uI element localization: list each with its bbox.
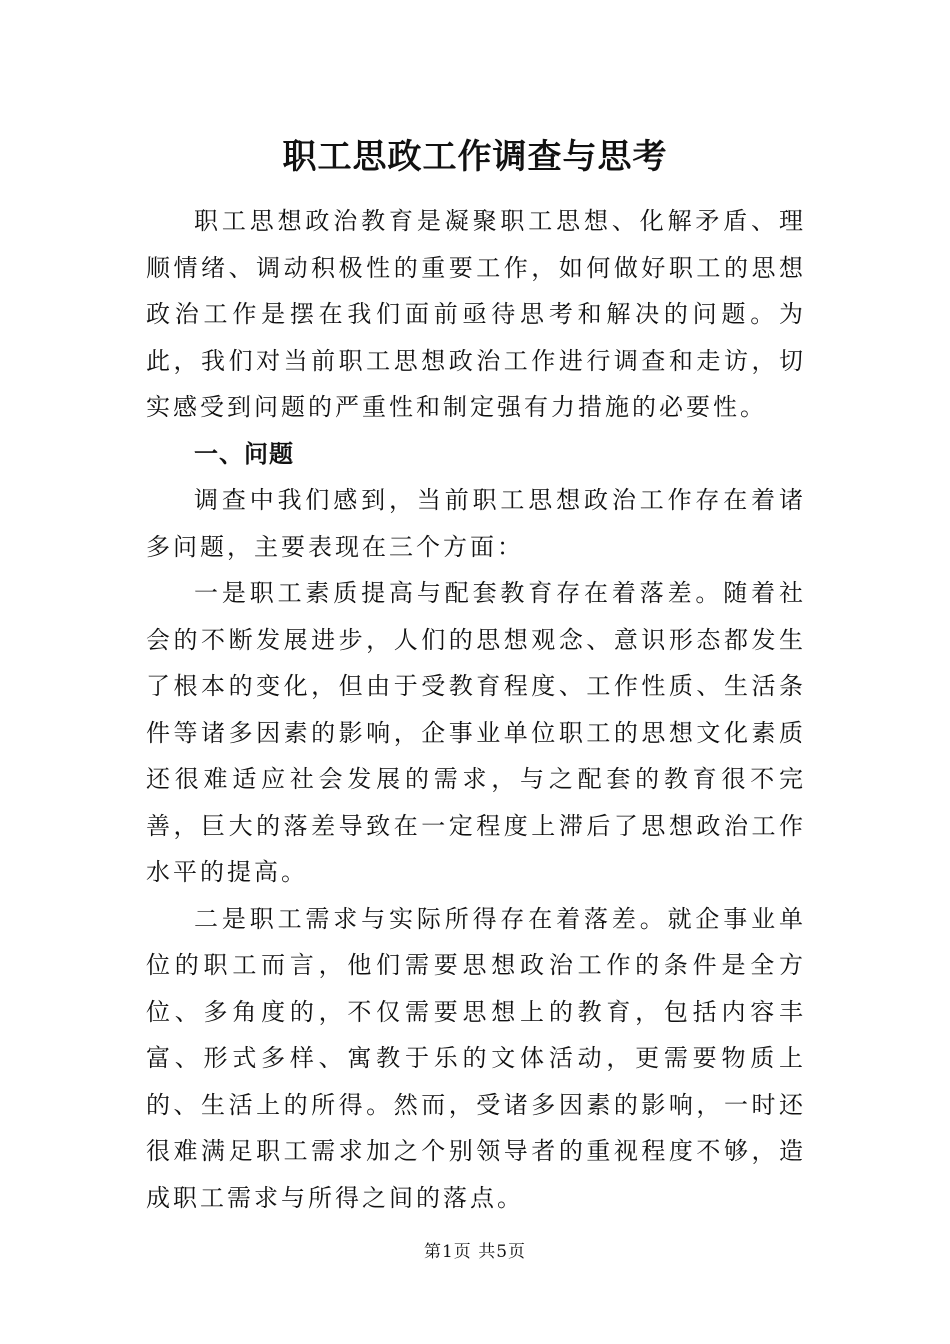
paragraph-point-two: 二是职工需求与实际所得存在着落差。就企事业单位的职工而言，他们需要思想政治工作的条件是全方位、多角度的，不仅需要思想上的教育，包括内容丰富、形式多样、寓教于乐的文体活动，更需要物质上的、生活上的所得。然而，受诸多因素的影响，一时还很难满足职工需求加之个别领导者的重视程度不够，造成职工需求与所得之间的落点。	[146, 904, 806, 1212]
paragraph-intro: 职工思想政治教育是凝聚职工思想、化解矛盾、理顺情绪、调动积极性的重要工作，如何做好职工的思想政治工作是摆在我们面前亟待思考和解决的问题。为此，我们对当前职工思想政治工作进行调查和走访，切实感受到问题的严重性和制定强有力措施的必要性。	[146, 207, 806, 421]
document-body	[146, 198, 806, 1221]
page-footer: 第1页 共5页	[423, 1242, 527, 1262]
paragraph-point-one: 一是职工素质提高与配套教育存在着落差。随着社会的不断发展进步，人们的思想观念、意识形态都发生了根本的变化，但由于受教育程度、工作性质、生活条件等诸多因素的影响，企事业单位职工的思想文化素质还很难适应社会发展的需求，与之配套的教育很不完善，巨大的落差导致在一定程度上滞后了思想政治工作水平的提高。	[146, 579, 806, 886]
document-title: 职工思政工作调查与思考	[282, 137, 668, 177]
paragraph-survey: 调查中我们感到，当前职工思想政治工作存在着诸多问题，主要表现在三个方面：	[146, 486, 806, 561]
section-heading-problems: 一、问题	[194, 439, 294, 468]
